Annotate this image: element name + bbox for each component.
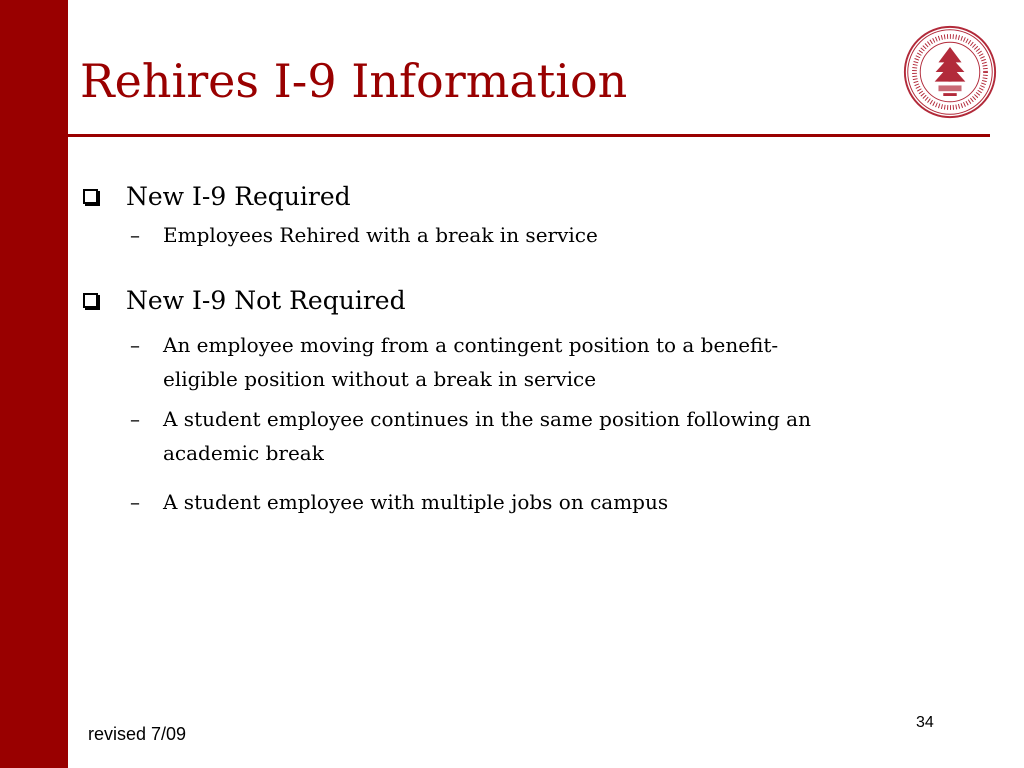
sub-bullet xyxy=(130,402,811,470)
bullet-new-i9-not-required xyxy=(83,286,406,315)
sub-bullet-text: A student employee with multiple jobs on campus xyxy=(163,490,669,514)
sub-bullet-text: An employee moving from a contingent position to a benefit- xyxy=(163,333,779,357)
dash-marker: – xyxy=(130,407,140,431)
revision-note: revised 7/09 xyxy=(88,724,187,744)
sub-bullet-text: Employees Rehired with a break in service xyxy=(163,223,598,247)
left-accent-bar xyxy=(0,0,68,768)
checkbox-bullet-icon xyxy=(83,293,98,308)
sub-bullet xyxy=(130,218,598,252)
dash-marker: – xyxy=(130,490,140,514)
bullet-heading: New I-9 Required xyxy=(126,182,351,211)
bullet-heading: New I-9 Not Required xyxy=(126,286,406,315)
sub-bullet-text-continued: eligible position without a break in service xyxy=(163,367,597,391)
page-number: 34 xyxy=(916,714,934,731)
checkbox-bullet-icon xyxy=(83,189,98,204)
sub-bullet-text-continued: academic break xyxy=(163,441,324,465)
sub-bullet xyxy=(130,328,778,396)
dash-marker: – xyxy=(130,333,140,357)
title-divider xyxy=(68,134,990,137)
slide-title: Rehires I-9 Information xyxy=(80,54,628,108)
university-seal-icon xyxy=(902,24,998,120)
sub-bullet-text: A student employee continues in the same position following an xyxy=(163,407,811,431)
sub-bullet xyxy=(130,485,668,519)
bullet-new-i9-required xyxy=(83,182,351,211)
dash-marker: – xyxy=(130,223,140,247)
